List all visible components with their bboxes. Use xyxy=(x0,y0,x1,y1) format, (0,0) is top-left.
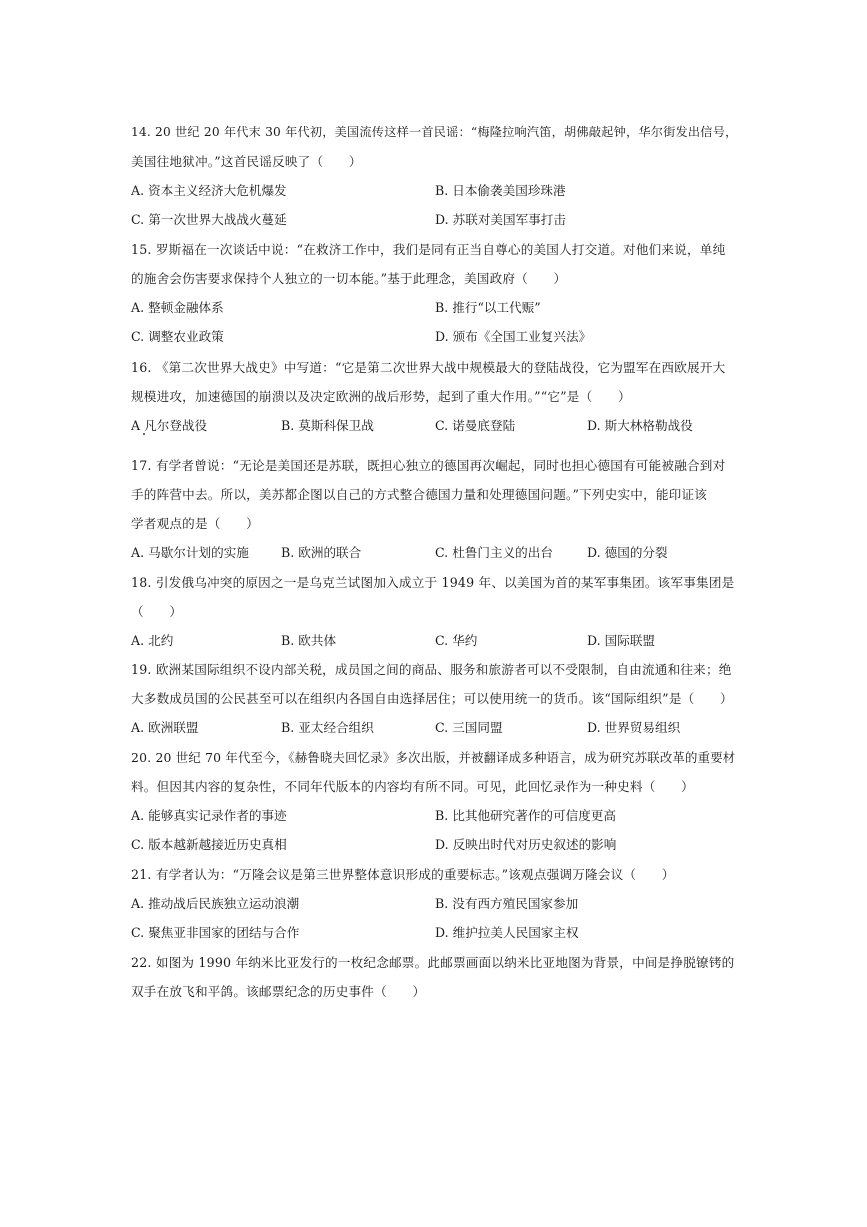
question-stem-line: 的施舍会伤害要求保持个人独立的一切本能。”基于此理念，美国政府（ ） xyxy=(131,271,567,286)
option-d: D. 德国的分裂 xyxy=(587,545,668,560)
question-stem-line: 大多数成员国的公民甚至可以在组织内各国自由选择居住；可以使用统一的货币。该“国际组织”是（ ） xyxy=(131,691,733,706)
option-d: D. 斯大林格勒战役 xyxy=(587,418,693,433)
question-stem-line: 14. 20 世纪 20 年代末 30 年代初，美国流传这样一首民谣：“梅隆拉响汽笛，胡佛敲起钟，华尔街发出信号， xyxy=(131,125,738,139)
question-stem-line: 17. 有学者曾说：“无论是美国还是苏联，既担心独立的德国再次崛起，同时也担心德国有可能被融合到对 xyxy=(131,458,726,473)
question-stem-line: 美国往地狱冲。”这首民谣反映了（ ） xyxy=(131,154,362,169)
option-row xyxy=(131,889,741,918)
question-15 xyxy=(131,235,741,351)
option-b: B. 欧洲的联合 xyxy=(281,545,362,560)
question-stem-line: 18. 引发俄乌冲突的原因之一是乌克兰试图加入成立于 1949 年、以美国为首的某军事集团。该军事集团是 xyxy=(131,575,735,590)
question-stem-line: 15. 罗斯福在一次谈话中说：“在救济工作中，我们是同有正当自尊心的美国人打交道。对他们来说，单纯 xyxy=(131,242,726,257)
option-b: B. 亚太经合组织 xyxy=(281,720,374,735)
option-c: C. 聚焦亚非国家的团结与合作 xyxy=(131,925,300,940)
question-stem-line: 21. 有学者认为：“万隆会议是第三世界整体意识形成的重要标志。”该观点强调万隆会议（ ） xyxy=(131,867,675,882)
option-a: A. 北约 xyxy=(131,633,174,648)
question-stem-line: 20. 20 世纪 70 年代至今，《赫鲁晓夫回忆录》多次出版，并被翻译成多种语言，成为研究苏联改革的重要材 xyxy=(131,750,736,765)
question-14 xyxy=(131,118,741,234)
option-a: A 凡尔登战役 xyxy=(131,418,208,433)
option-c: C. 杜鲁门主义的出台 xyxy=(435,545,553,560)
option-a: A. 能够真实记录作者的事迹 xyxy=(131,808,287,823)
question-stem-line: 学者观点的是（ ） xyxy=(131,516,259,531)
option-row xyxy=(131,293,741,322)
option-row xyxy=(131,830,741,859)
option-b: B. 日本偷袭美国珍珠港 xyxy=(435,183,566,198)
option-a: A. 推动战后民族独立运动浪潮 xyxy=(131,896,300,911)
option-row xyxy=(131,176,741,205)
option-b: B. 欧共体 xyxy=(281,633,337,648)
question-stem-line: 双手在放飞和平鸽。该邮票纪念的历史事件（ ） xyxy=(131,984,426,999)
question-stem-line: 手的阵营中去。所以，美苏都企图以自己的方式整合德国力量和处理德国问题。”下列史实中，能印证该 xyxy=(131,487,708,502)
option-row xyxy=(131,713,741,742)
option-d: D. 国际联盟 xyxy=(587,633,656,648)
question-19 xyxy=(131,655,741,742)
option-a: A. 欧洲联盟 xyxy=(131,720,199,735)
option-row xyxy=(131,411,741,440)
option-d: D. 世界贸易组织 xyxy=(587,720,681,735)
question-20 xyxy=(131,743,741,859)
option-d: D. 反映出时代对历史叙述的影响 xyxy=(435,837,617,852)
option-row xyxy=(131,918,741,947)
option-a: A. 整顿金融体系 xyxy=(131,300,224,315)
question-21 xyxy=(131,860,741,947)
question-stem-line: 料。但因其内容的复杂性，不同年代版本的内容均有所不同。可见，此回忆录作为一种史料（ ） xyxy=(131,779,694,794)
option-c: C. 三国同盟 xyxy=(435,720,503,735)
option-b: B. 比其他研究著作的可信度更高 xyxy=(435,808,616,823)
question-stem-line: 22. 如图为 1990 年纳米比亚发行的一枚纪念邮票。此邮票画面以纳米比亚地图为背景，中间是挣脱镣铐的 xyxy=(131,955,735,970)
question-stem-line: （ ） xyxy=(131,604,183,619)
option-c: C. 华约 xyxy=(435,633,478,648)
option-b: B. 莫斯科保卫战 xyxy=(281,418,374,433)
question-16 xyxy=(131,353,741,440)
option-c: C. 版本越新越接近历史真相 xyxy=(131,837,287,852)
option-a: A. 马歇尔计划的实施 xyxy=(131,545,249,560)
option-d: D. 苏联对美国军事打击 xyxy=(435,212,566,227)
question-stem-line: 19. 欧洲某国际组织不设内部关税，成员国之间的商品、服务和旅游者可以不受限制，自由流通和往来；绝 xyxy=(131,662,732,677)
option-b: B. 没有西方殖民国家参加 xyxy=(435,896,579,911)
option-row xyxy=(131,801,741,830)
question-22 xyxy=(131,948,741,1006)
question-18 xyxy=(131,568,741,655)
question-stem-line: 规模进攻，加速德国的崩溃以及决定欧洲的战后形势，起到了重大作用。”“它”是（ ） xyxy=(131,389,631,404)
option-c: C. 第一次世界大战战火蔓延 xyxy=(131,212,287,227)
option-c: C. 诺曼底登陆 xyxy=(435,418,516,433)
option-b: B. 推行“以工代赈” xyxy=(435,300,541,315)
option-row xyxy=(131,626,741,655)
option-d: D. 颁布《全国工业复兴法》 xyxy=(435,329,592,344)
option-row xyxy=(131,205,741,234)
option-c: C. 调整农业政策 xyxy=(131,329,224,344)
option-row xyxy=(131,322,741,351)
option-d: D. 维护拉美人民国家主权 xyxy=(435,925,579,940)
option-a: A. 资本主义经济大危机爆发 xyxy=(131,183,287,198)
question-stem-line: 16. 《第二次世界大战史》中写道：“它是第二次世界大战中规模最大的登陆战役，它为盟军在西欧展开大 xyxy=(131,360,726,375)
option-row xyxy=(131,538,741,567)
question-17 xyxy=(131,451,741,567)
stray-dot-mark xyxy=(143,433,145,435)
